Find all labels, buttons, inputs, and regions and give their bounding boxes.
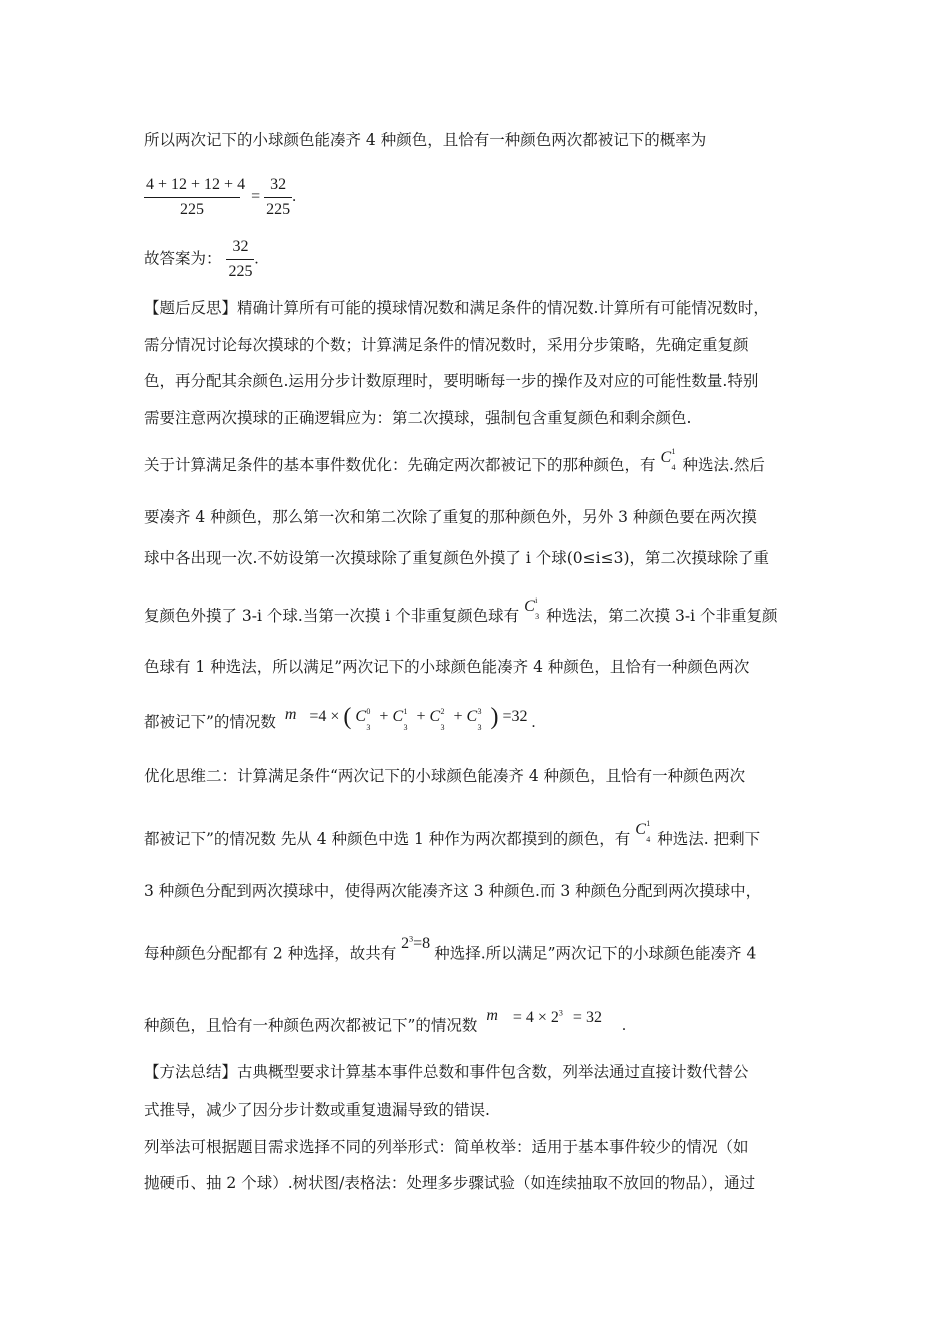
m-formula: =4 × ( C 0 3 + C 1 3 + C 2 3 + C 3 3 ) =32	[309, 704, 528, 732]
combination-c41: C 1 4	[660, 447, 676, 472]
power-expression: $2^3=8$	[401, 935, 431, 953]
answer-line: 故答案为： $\frac{32}{225}$ .	[144, 238, 259, 280]
optimization-line-2: 要凑齐 4 种颜色，那么第一次和第二次除了重复的那种颜色外，另外 3 种颜色要在两次摸	[144, 508, 757, 526]
optimization-line-4: 复颜色外摸了 3-i 个球.当第一次摸 i 个非重复颜色球有 C i 3 种选法，第二次摸 3-i 个非重复颜	[144, 596, 778, 625]
thinking-line-3: 3 种颜色分配到两次摸球中，使得两次能凑齐这 3 种颜色.而 3 种颜色分配到两次摸球中，	[144, 882, 762, 900]
combination-c3i: C i 3	[524, 596, 540, 621]
reflection-line-3: 色，再分配其余颜色.运用分步计数原理时，要明晰每一步的操作及对应的可能性数量.特别	[144, 372, 759, 390]
thinking-line-5: 种颜色，且恰有一种颜色两次都被记下”的情况数 $m = 4 \times 2^3 = 32$ .	[144, 1007, 626, 1035]
thinking-line-2: 都被记下”的情况数 先从 4 种颜色中选 1 种作为两次都摸到的颜色，有 C 1 4 种选法. 把剩下	[144, 819, 761, 848]
optimization-line-6: 都被记下”的情况数 m =4 × ( C 0 3 + C 1 3 + C 2 3 + C 3 3 ) =32 .	[144, 704, 536, 732]
optimization-line-1: 关于计算满足条件的基本事件数优化：先确定两次都被记下的那种颜色，有 C 1 4 种选法.然后	[144, 447, 765, 474]
summary-line-4: 抛硬币、抽 2 个球）.树状图/表格法：处理多步骤试验（如连续抽取不放回的物品），通过	[144, 1174, 756, 1192]
thinking-line-1: 优化思维二：计算满足条件“两次记下的小球颜色能凑齐 4 种颜色，且恰有一种颜色两次	[144, 767, 746, 785]
m-formula-2: = $4 \times 2^3 = 32$	[512, 1009, 602, 1027]
thinking-line-4: 每种颜色分配都有 2 种选择，故共有 $2^3=8$ 种选择.所以满足”两次记下的小球颜色能凑齐 4	[144, 935, 757, 963]
answer-fraction: $\frac{32}{225}$	[228, 238, 253, 280]
summary-line-1: 【方法总结】古典概型要求计算基本事件总数和事件包含数，列举法通过直接计数代替公	[144, 1063, 749, 1081]
summary-line-3: 列举法可根据题目需求选择不同的列举形式：简单枚举：适用于基本事件较少的情况（如	[144, 1138, 749, 1156]
reflection-line-2: 需分情况讨论每次摸球的个数；计算满足条件的情况数时，采用分步策略，先确定重复颜	[144, 336, 749, 354]
summary-line-2: 式推导，减少了因分步计数或重复遗漏导致的错误.	[144, 1101, 490, 1119]
reflection-line-4: 需要注意两次摸球的正确逻辑应为：第二次摸球，强制包含重复颜色和剩余颜色.	[144, 409, 692, 427]
text-line-1: 所以两次记下的小球颜色能凑齐 4 种颜色，且恰有一种颜色两次都被记下的概率为	[144, 131, 707, 149]
optimization-line-5: 色球有 1 种选法，所以满足”两次记下的小球颜色能凑齐 4 种颜色，且恰有一种颜色两次	[144, 658, 750, 676]
reflection-line-1: 【题后反思】精确计算所有可能的摸球情况数和满足条件的情况数.计算所有可能情况数时，	[144, 299, 769, 317]
fraction-sum: $\frac{4 + 12 + 12 + 4}{225}$	[146, 176, 246, 218]
optimization-line-3: 球中各出现一次.不妨设第一次摸球除了重复颜色外摸了 i 个球(0≤i≤3)，第二次摸球除了重	[144, 549, 769, 567]
probability-formula: $\frac{4 + 12 + 12 + 4}{225}$ = $\frac{32}{225}$ .	[146, 176, 297, 218]
combination-c41-b: C 1 4	[635, 819, 651, 844]
fraction-result: $\frac{32}{225}$	[266, 176, 291, 218]
